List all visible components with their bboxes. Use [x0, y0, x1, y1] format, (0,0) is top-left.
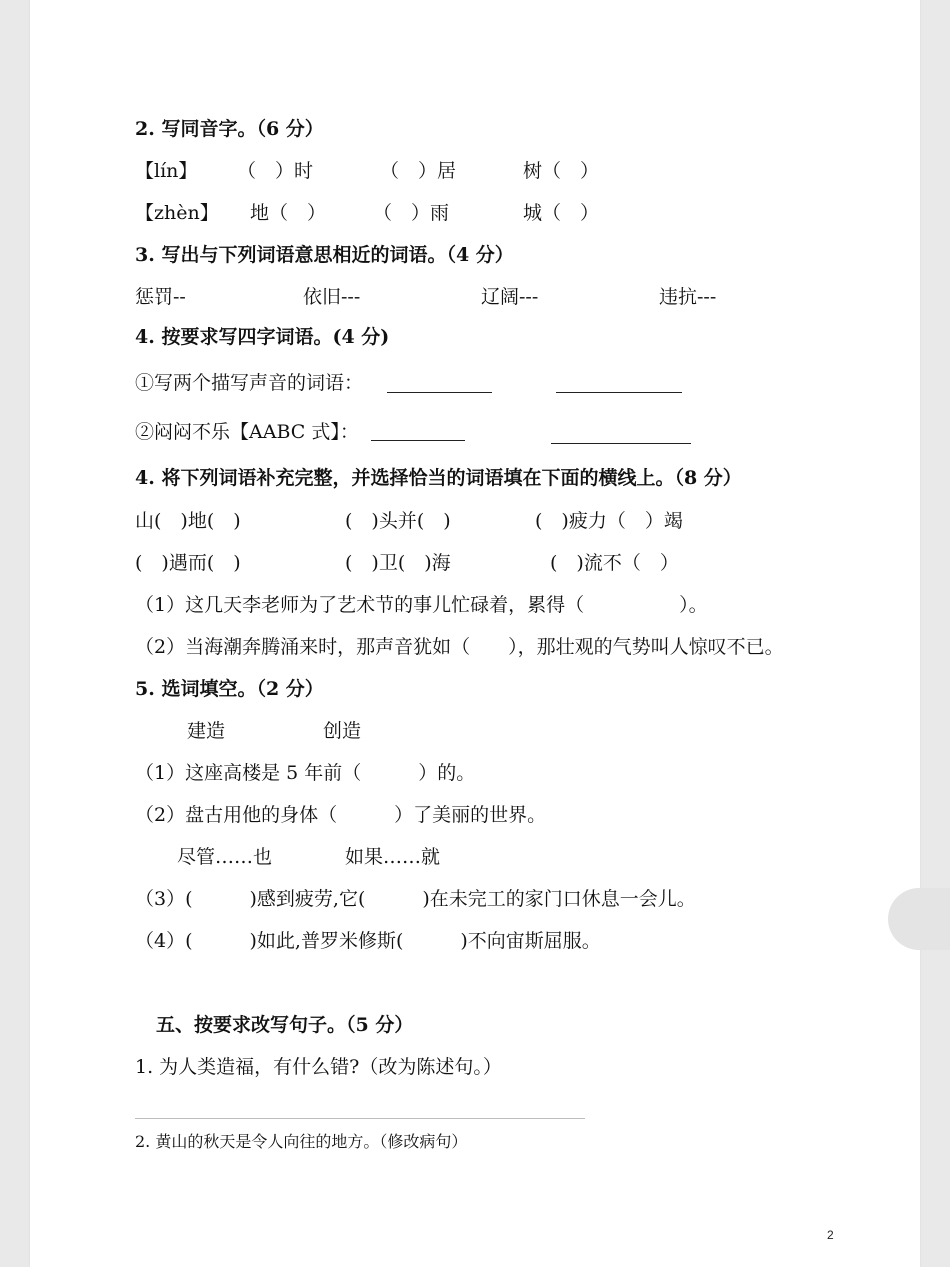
answer-blank[interactable]: [371, 440, 465, 441]
answer-blank[interactable]: [551, 443, 691, 444]
zhen-blank-2: （ ）雨: [373, 202, 450, 224]
pinyin-zhen: 【zhèn】: [135, 202, 219, 224]
word-3: 辽阔---: [481, 286, 539, 308]
section-4b-q2: （2）当海潮奔腾涌来时，那声音犹如（ ），那壮观的气势叫人惊叹不已。: [135, 636, 784, 658]
section-2-title: 2. 写同音字。（6 分）: [135, 118, 324, 140]
section-4a-q1: ①写两个描写声音的词语：: [135, 372, 364, 394]
section-4a-title: 4. 按要求写四字词语。(4 分): [135, 326, 390, 348]
idiom-4: ( )遇而( ): [135, 552, 241, 574]
answer-line[interactable]: [135, 1118, 585, 1119]
idiom-5: ( )卫( )海: [345, 552, 451, 574]
lin-blank-2: （ ）居: [380, 160, 457, 182]
zhen-blank-1: 地（ ）: [250, 202, 327, 224]
section-5-q4: （4）( )如此,普罗米修斯( )不向宙斯屈服。: [135, 930, 601, 952]
choice-chuangzao: 创造: [323, 720, 362, 742]
choice-jinguan: 尽管……也: [177, 846, 273, 868]
lin-blank-3: 树（ ）: [523, 160, 600, 182]
section-5-q1: （1）这座高楼是 5 年前（ ）的。: [135, 762, 476, 784]
idiom-6: ( )流不（ ）: [550, 552, 679, 574]
part-5-q2: 2. 黄山的秋天是令人向往的地方。（修改病句）: [135, 1132, 468, 1151]
idiom-2: ( )头并( ): [345, 510, 451, 532]
choice-jianzao: 建造: [187, 720, 226, 742]
word-4: 违抗---: [659, 286, 717, 308]
part-5-q1: 1. 为人类造福，有什么错?（改为陈述句。）: [135, 1056, 502, 1078]
section-5-q3: （3）( )感到疲劳,它( )在未完工的家门口休息一会儿。: [135, 888, 696, 910]
section-3-title: 3. 写出与下列词语意思相近的词语。（4 分）: [135, 244, 514, 266]
scroll-handle[interactable]: [888, 888, 950, 950]
word-1: 惩罚--: [135, 286, 186, 308]
section-5-q2: （2）盘古用他的身体（ ）了美丽的世界。: [135, 804, 547, 826]
idiom-3: ( )疲力（ ）竭: [535, 510, 683, 532]
exam-page: [30, 0, 920, 1267]
choice-ruguo: 如果……就: [345, 846, 441, 868]
zhen-blank-3: 城（ ）: [523, 202, 600, 224]
pinyin-lin: 【lín】: [135, 160, 198, 182]
page-number: 2: [827, 1228, 834, 1242]
lin-blank-1: （ ）时: [237, 160, 314, 182]
section-4b-q1: （1）这几天李老师为了艺术节的事儿忙碌着，累得（ ）。: [135, 594, 708, 616]
section-4b-title: 4. 将下列词语补充完整，并选择恰当的词语填在下面的横线上。（8 分）: [135, 467, 742, 489]
section-5-title: 5. 选词填空。（2 分）: [135, 678, 324, 700]
answer-blank[interactable]: [556, 392, 682, 393]
part-5-title: 五、按要求改写句子。（5 分）: [156, 1014, 414, 1036]
idiom-1: 山( )地( ): [135, 510, 241, 532]
answer-blank[interactable]: [387, 392, 492, 393]
word-2: 依旧---: [303, 286, 361, 308]
page-content: [30, 0, 920, 1267]
section-4a-q2: ②闷闷不乐【AABC 式】：: [135, 421, 359, 443]
